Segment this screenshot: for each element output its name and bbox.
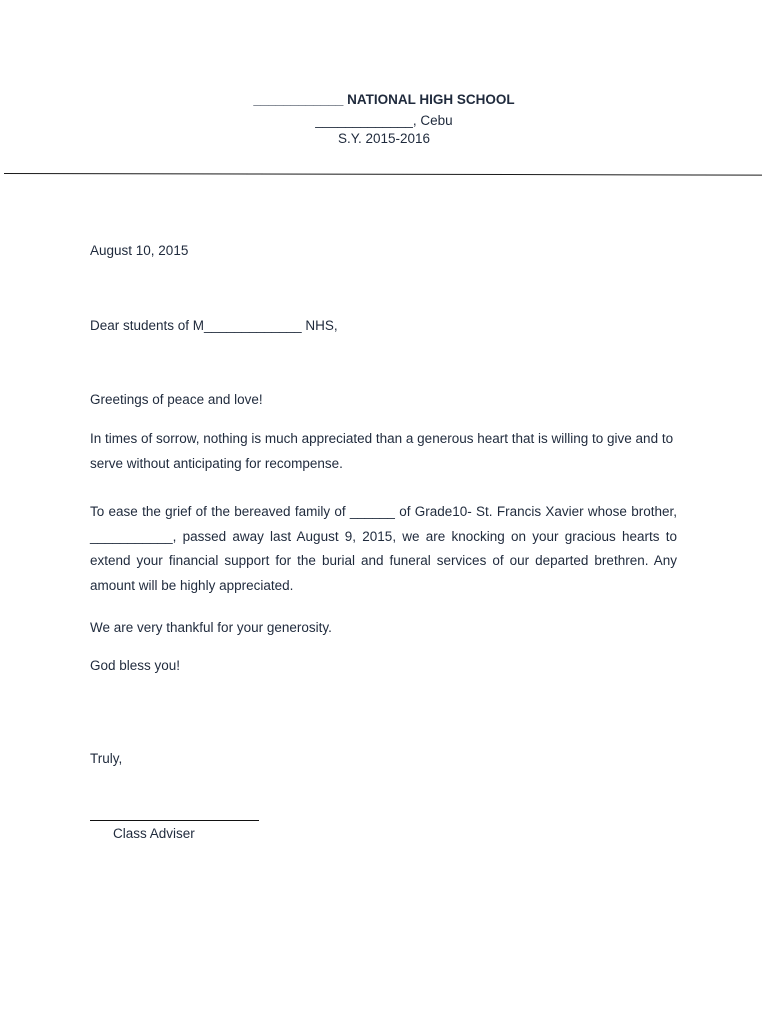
letter-greeting: Greetings of peace and love!: [90, 392, 263, 407]
letter-blessing: God bless you!: [90, 658, 181, 673]
school-location: _____________, Cebu: [315, 113, 453, 128]
letter-paragraph-2: To ease the grief of the bereaved family of ______ of Grade10- St. Francis Xavier whose brother, ___________, passed away last August 9, 2015, we are knocking on your gracious hearts to extend your financial support for the burial and funeral services of our departed brethren. Any amount will be highly appreciated.: [90, 504, 677, 593]
letter-closing: Truly,: [90, 751, 123, 766]
signature-line: [90, 820, 259, 821]
letter-thanks: We are very thankful for your generosity.: [90, 620, 332, 635]
letter-salutation: Dear students of M_____________ NHS,: [90, 318, 338, 333]
header-divider: [4, 173, 762, 176]
letter-date: August 10, 2015: [90, 243, 189, 258]
letter-paragraph-1: In times of sorrow, nothing is much appreciated than a generous heart that is willing to give and to serve without anticipating for recompense.: [90, 431, 674, 471]
signer-title: Class Adviser: [113, 826, 195, 841]
school-name: ____________ NATIONAL HIGH SCHOOL: [253, 92, 515, 107]
school-year: S.Y. 2015-2016: [337, 131, 431, 146]
